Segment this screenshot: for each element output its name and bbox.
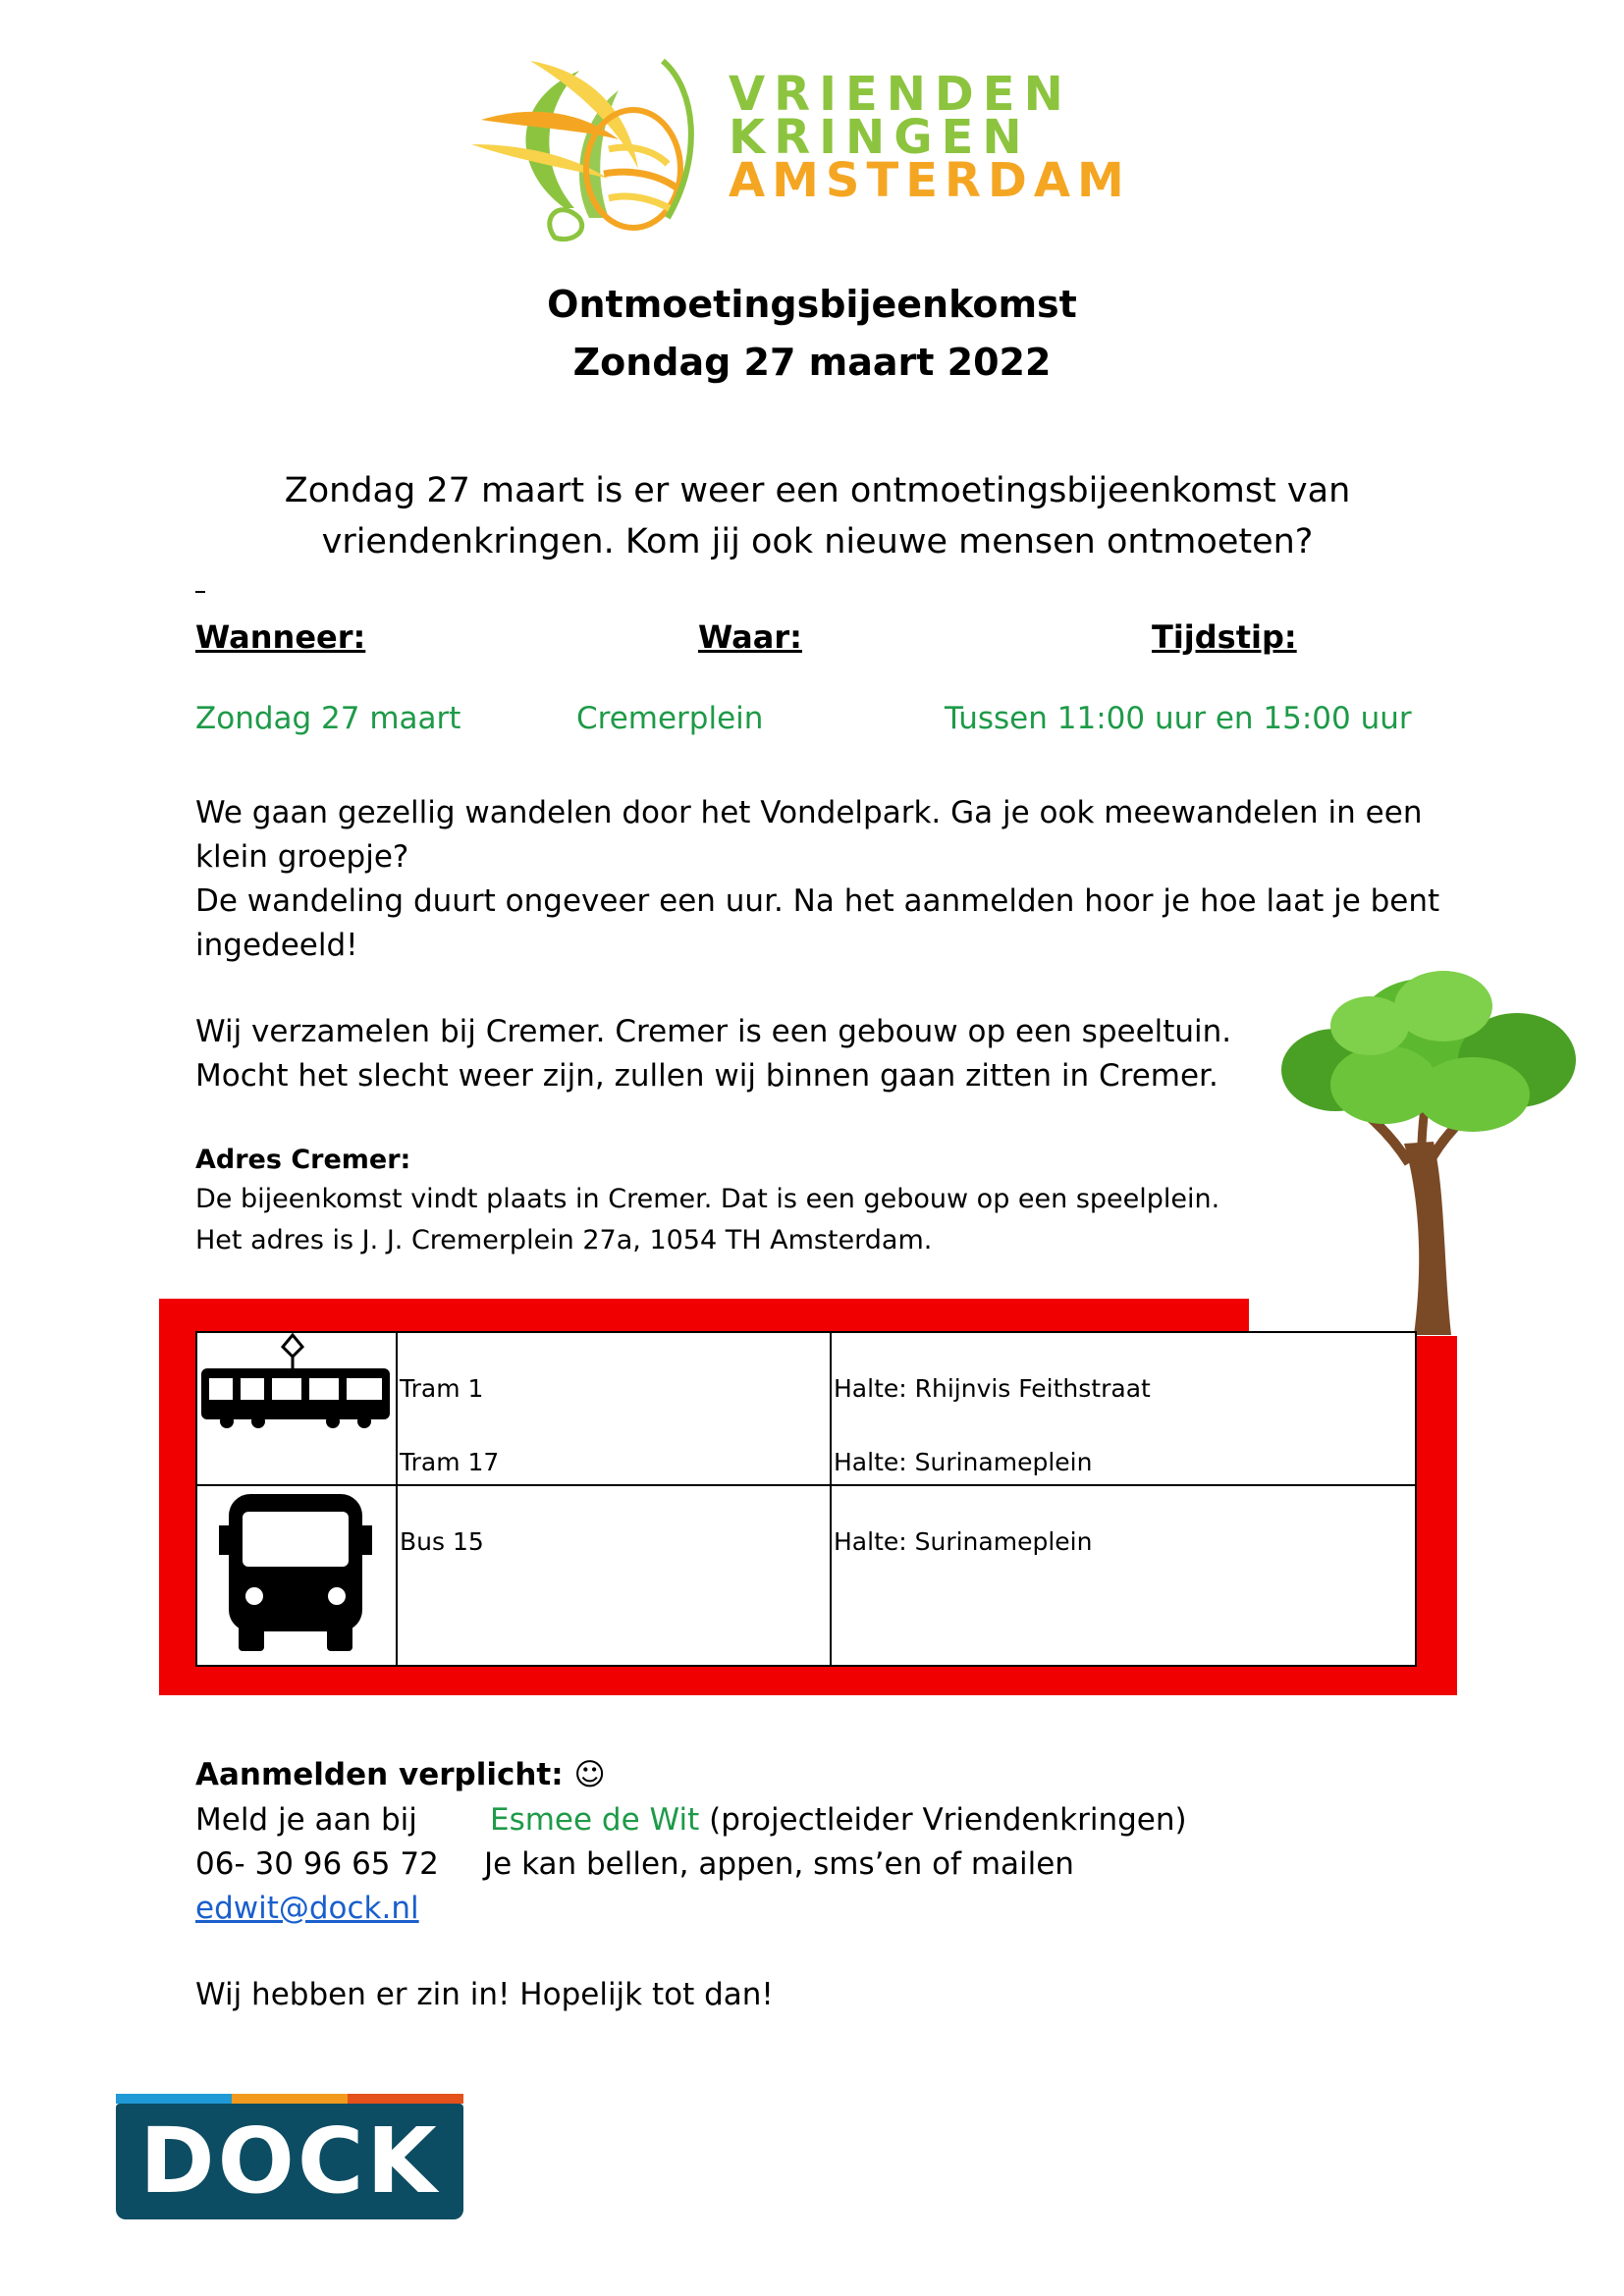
walk-line-4: ingedeeld! (195, 928, 358, 963)
signup-contact (490, 1802, 1187, 1838)
table-row (196, 1332, 1416, 1485)
logo-line-amsterdam: AMSTERDAM (729, 153, 1131, 208)
closing-text: Wij hebben er zin in! Hopelijk tot dan! (195, 1977, 774, 2012)
dock-color-bar (116, 2094, 463, 2104)
when-value: Zondag 27 maart (195, 701, 461, 736)
contact-role: (projectleider Vriendenkringen) (709, 1802, 1187, 1838)
contact-phone: 06- 30 96 65 72 (195, 1846, 439, 1882)
walk-line-3: De wandeling duurt ongeveer een uur. Na het aanmelden hoor je hoe laat je bent (195, 883, 1440, 919)
tram-stop-1: Halte: Rhijnvis Feithstraat (834, 1374, 1151, 1403)
tram-icon (197, 1333, 394, 1478)
walk-line-6: Mocht het slecht weer zijn, zullen wij binnen gaan zitten in Cremer. (195, 1058, 1218, 1094)
tram-icon-cell (196, 1332, 397, 1485)
tram-lines-cell (397, 1332, 831, 1485)
walk-line-1: We gaan gezellig wandelen door het Vondelpark. Ga je ook meewandelen in een (195, 795, 1423, 830)
divider-dash (195, 591, 205, 593)
bus-icon (197, 1486, 394, 1659)
page-title: Ontmoetingsbijeenkomst (547, 283, 1077, 326)
table-row (196, 1485, 1416, 1666)
signup-title-text: Aanmelden verplicht: (195, 1757, 564, 1792)
logo-line-kringen: KRINGEN (729, 110, 1031, 165)
bus-line-15: Bus 15 (400, 1527, 484, 1556)
intro-line-1: Zondag 27 maart is er weer een ontmoetingsbijeenkomst van (284, 471, 1351, 510)
time-value: Tussen 11:00 uur en 15:00 uur (945, 701, 1412, 736)
address-line-2: Het adres is J. J. Cremerplein 27a, 1054 TH Amsterdam. (195, 1225, 933, 1255)
address-title: Adres Cremer: (195, 1145, 411, 1175)
dock-logo (116, 2094, 463, 2219)
smiley-icon: ☺ (573, 1757, 606, 1792)
walk-line-2: klein groepje? (195, 839, 409, 875)
tree-icon (1276, 967, 1581, 1335)
time-label: Tijdstip: (1152, 618, 1297, 656)
walk-line-5: Wij verzamelen bij Cremer. Cremer is een gebouw op een speeltuin. (195, 1014, 1232, 1049)
tram-stop-2: Halte: Surinameplein (834, 1448, 1093, 1476)
intro-line-2: vriendenkringen. Kom jij ook nieuwe mensen ontmoeten? (321, 522, 1314, 561)
signup-meld: Meld je aan bij (195, 1802, 417, 1838)
contact-channels: Je kan bellen, appen, sms’en of mailen (484, 1846, 1074, 1882)
tram-line-1: Tram 1 (400, 1374, 484, 1403)
address-line-1: De bijeenkomst vindt plaats in Cremer. Dat is een gebouw op een speelplein. (195, 1184, 1220, 1214)
email-link[interactable]: edwit@dock.nl (195, 1891, 419, 1926)
bus-lines-cell (397, 1485, 831, 1666)
signup-title (195, 1757, 606, 1792)
transport-table (195, 1331, 1417, 1667)
where-value: Cremerplein (576, 701, 764, 736)
tram-line-17: Tram 17 (400, 1448, 500, 1476)
vriendenkringen-logo-icon (471, 51, 717, 243)
bus-stop: Halte: Surinameplein (834, 1527, 1093, 1556)
tram-stops-cell (831, 1332, 1416, 1485)
logo-line-vrienden: VRIENDEN (729, 67, 1072, 122)
where-label: Waar: (698, 618, 802, 656)
event-date-heading: Zondag 27 maart 2022 (572, 341, 1052, 384)
bus-stops-cell (831, 1485, 1416, 1666)
bus-icon-cell (196, 1485, 397, 1666)
when-label: Wanneer: (195, 618, 366, 656)
dock-logo-text: DOCK (139, 2109, 440, 2214)
contact-name: Esmee de Wit (490, 1802, 700, 1838)
